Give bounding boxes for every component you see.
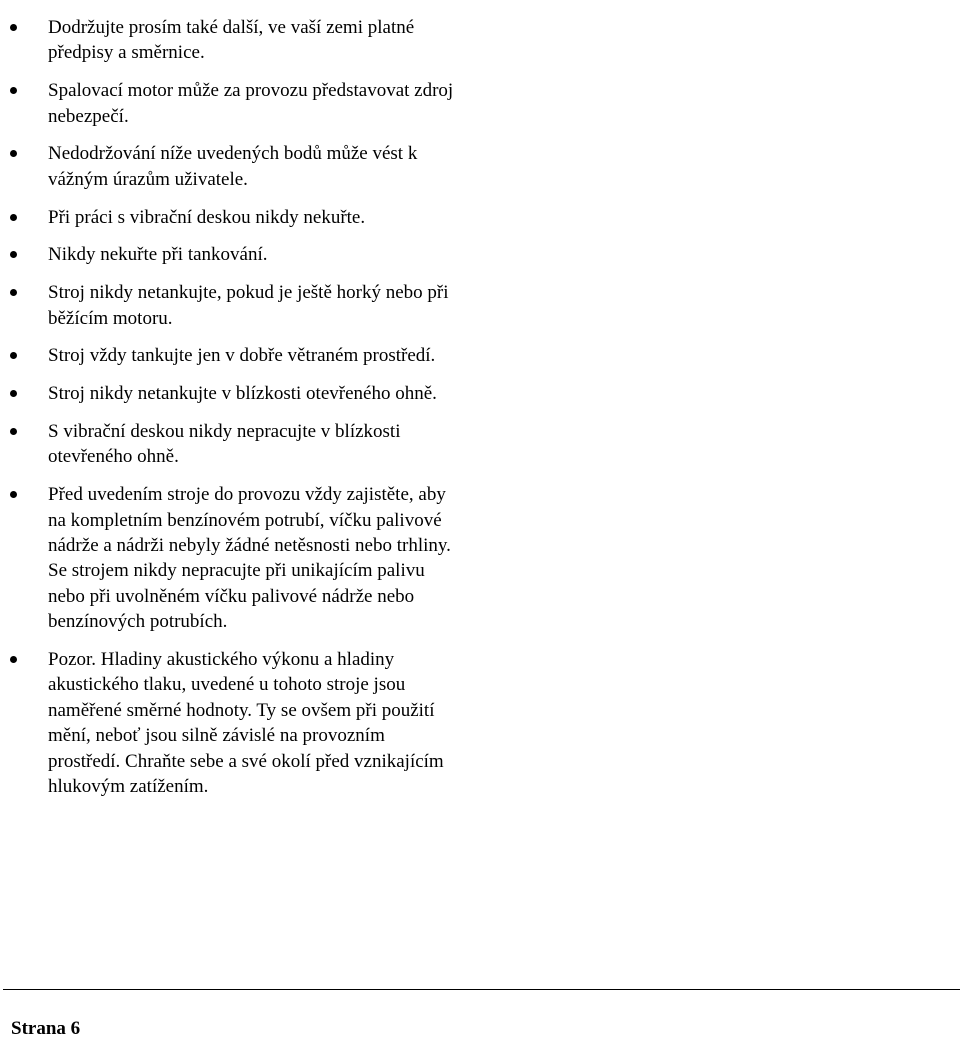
list-item-text: Stroj nikdy netankujte v blízkosti otevřeného ohně. [48,383,437,405]
list-item-text: Při práci s vibrační deskou nikdy nekuřte. [48,206,366,228]
list-item-text: Před uvedením stroje do provozu vždy zajistěte, aby na kompletním benzínovém potrubí, víčku palivové nádrže a nádrži nebyly žádné netěsnosti nebo trhliny. Se strojem nikdy nepracujte při unikajícím palivu nebo při uvolněném víčku palivové nádrže nebo benzínových potrubích. [48,484,451,633]
safety-instructions-list [0,15,460,812]
bullet-dot-icon [10,214,17,221]
list-item-text: Stroj vždy tankujte jen v dobře větraném prostředí. [48,345,436,367]
list-item [0,482,460,634]
list-item [0,419,460,470]
page-number: Strana 6 [11,1018,81,1039]
bullet-dot-icon [10,87,17,94]
bullet-dot-icon [10,24,17,31]
footer-divider [3,989,960,990]
list-item [0,381,460,406]
list-item [0,343,460,368]
list-item-text: Pozor. Hladiny akustického výkonu a hladiny akustického tlaku, uvedené u tohoto stroje jsou naměřené směrné hodnoty. Ty se ovšem při použití mění, neboť jsou silně závislé na provozním prostředí. Chraňte sebe a své okolí před vznikajícím hlukovým zatížením. [48,649,444,798]
list-item [0,280,460,331]
list-item-text: Dodržujte prosím také další, ve vaší zemi platné předpisy a směrnice. [48,17,415,64]
bullet-dot-icon [10,428,17,435]
list-item-text: Nedodržování níže uvedených bodů může vést k vážným úrazům uživatele. [48,143,418,190]
bullet-dot-icon [10,352,17,359]
bullet-dot-icon [10,251,17,258]
bullet-dot-icon [10,491,17,498]
list-item-text: Nikdy nekuřte při tankování. [48,244,268,266]
list-item [0,78,460,129]
list-item [0,242,460,267]
list-item [0,141,460,192]
bullet-dot-icon [10,390,17,397]
bullet-dot-icon [10,656,17,663]
list-item [0,205,460,230]
list-item-text: S vibrační deskou nikdy nepracujte v blízkosti otevřeného ohně. [48,421,401,468]
list-item [0,647,460,799]
list-item-text: Stroj nikdy netankujte, pokud je ještě horký nebo při běžícím motoru. [48,282,449,329]
bullet-dot-icon [10,150,17,157]
bullet-dot-icon [10,289,17,296]
list-item-text: Spalovací motor může za provozu představovat zdroj nebezpečí. [48,80,454,127]
list-item [0,15,460,66]
